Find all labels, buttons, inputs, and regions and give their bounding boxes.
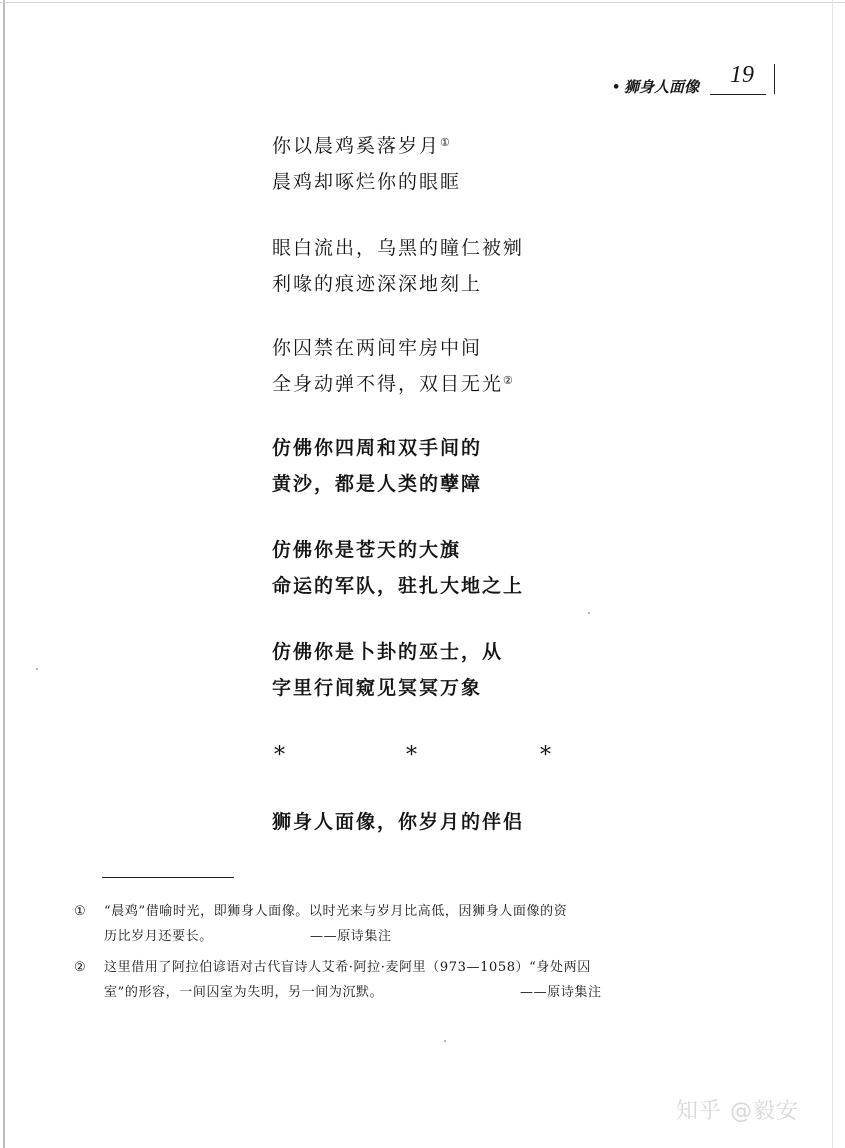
poem-line: 晨鸡却啄烂你的眼眶: [272, 171, 462, 193]
footnote-line: 历比岁月还要长。: [104, 929, 213, 944]
poem-final-line: 狮身人面像，你岁月的伴侣: [272, 811, 525, 833]
footnote-ref-1: ①: [440, 136, 450, 149]
poem-line: 字里行间窥见冥冥万象: [272, 677, 483, 699]
footnote-line: 室”的形容，一间囚室为失明，另一间为沉默。: [104, 985, 384, 1000]
header-bullet: •: [612, 80, 621, 95]
footnote-ref-2: ②: [503, 374, 513, 387]
header-vertical-rule: [774, 64, 775, 94]
separator-asterisk: *: [540, 743, 551, 768]
scan-speck: [444, 1040, 446, 1042]
footnote-source: ——原诗集注: [310, 929, 392, 944]
footnote-line: “晨鸡”借喻时光，即狮身人面像。以时光来与岁月比高低，因狮身人面像的资: [104, 904, 568, 919]
running-header: [612, 64, 782, 100]
header-title: 狮身人面像: [624, 78, 700, 96]
footnote-separator-rule: [102, 877, 234, 878]
scan-frame-right-edge: [832, 0, 833, 1148]
footnote-1: [74, 900, 714, 950]
page-number: 19: [730, 62, 754, 88]
footnote-2: [74, 956, 714, 1006]
poem-line: 利喙的痕迹深深地刻上: [272, 273, 483, 295]
watermark: 知乎 @毅安: [676, 1099, 799, 1124]
poem-line: 眼白流出，乌黑的瞳仁被剜: [272, 237, 525, 259]
scan-frame-left-edge: [3, 0, 5, 1148]
scan-speck: [36, 668, 38, 670]
poem-line: 黄沙，都是人类的孽障: [272, 473, 483, 495]
poem-line: 仿佛你四周和双手间的: [272, 437, 483, 459]
poem-line: 你囚禁在两间牢房中间: [272, 337, 483, 359]
poem-line: 命运的军队，驻扎大地之上: [272, 575, 525, 597]
poem-line: 仿佛你是苍天的大旗: [272, 539, 462, 561]
poem-line: 全身动弹不得，双目无光②: [272, 373, 513, 395]
footnote-marker: ②: [74, 960, 86, 975]
separator-asterisk: *: [274, 743, 285, 768]
poem-line: 仿佛你是卜卦的巫士，从: [272, 641, 504, 663]
separator-asterisk: *: [406, 743, 417, 768]
poem-line: 你以晨鸡奚落岁月①: [272, 135, 450, 157]
header-rule: [710, 94, 766, 95]
footnote-line: 这里借用了阿拉伯谚语对古代盲诗人艾希·阿拉·麦阿里（973—1058）“身处两囚: [104, 960, 591, 975]
scan-speck: [588, 612, 590, 614]
footnote-source: ——原诗集注: [520, 985, 602, 1000]
scan-frame-top-edge: [0, 2, 845, 3]
footnote-marker: ①: [74, 904, 86, 919]
